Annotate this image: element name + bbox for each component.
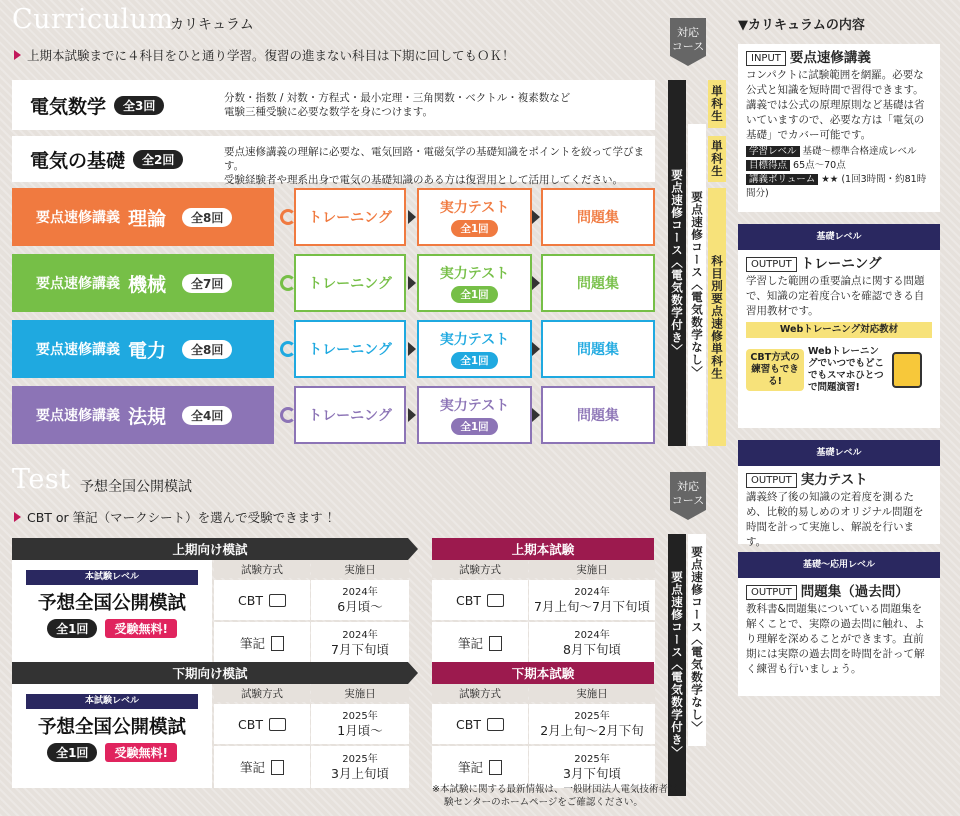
- problems-step: [541, 254, 655, 312]
- test-course-bar-a: 要点速修コース〈電気数学付き〉: [668, 534, 686, 796]
- arrow-right-icon: [532, 408, 540, 422]
- test-count: 全1回: [451, 286, 497, 303]
- test-tag: OUTPUT: [746, 473, 797, 488]
- spec-key: 学習レベル: [746, 146, 800, 157]
- spec-row: [746, 159, 932, 173]
- basic-count: 全3回: [114, 96, 164, 115]
- problems-title-text: 問題集（過去問）: [800, 584, 909, 600]
- input-title-text: 要点速修講義: [789, 50, 871, 66]
- right-heading: ▼カリキュラムの内容: [738, 18, 865, 33]
- col-date: 実施日: [311, 684, 409, 702]
- problems-step: [541, 386, 655, 444]
- pencil-sheet-icon: [489, 760, 502, 775]
- test-body: 講義終了後の知識の定着度を測るため、比較的易しめのオリジナル問題を時間を計って実施し、解説を行います。: [746, 491, 924, 548]
- method-paper: [432, 746, 528, 788]
- problems-level: 基礎～応用レベル: [738, 552, 940, 578]
- col-method: 試験方式: [432, 560, 528, 578]
- desc-line: 受験経験者や理系出身で電気の基礎知識のある方は復習用として活用してください。: [224, 174, 623, 186]
- spec-key: 目標得点: [746, 160, 790, 171]
- date-value: 3月上旬頃: [331, 766, 389, 781]
- date-value: 7月下旬頃: [331, 642, 389, 657]
- cbt-label: CBT: [456, 716, 481, 732]
- course-header-text: 対応 コース: [671, 26, 705, 53]
- col-method: 試験方式: [432, 684, 528, 702]
- web-training-label: Webトレーニング対応教材: [746, 322, 932, 338]
- monitor-icon: [269, 594, 286, 607]
- date-cbt: [311, 580, 409, 620]
- problems-body: 教科書&問題集についている問題集を解くことで、実際の過去問に触れ、より理解を深めることができます。直前期には実際の過去問を時間を計って解く練習も行いましょう。: [746, 603, 925, 675]
- test-label: 実力テスト: [439, 266, 510, 282]
- input-tag: INPUT: [746, 51, 786, 66]
- spec-row: [746, 173, 932, 201]
- problems-label: 問題集: [577, 408, 619, 424]
- col-method: 試験方式: [214, 560, 310, 578]
- down-arrow-icon: [670, 56, 706, 66]
- mock-card: [12, 560, 212, 664]
- test-subtitle: 予想全国公開模試: [80, 479, 192, 495]
- date-year: 2025年: [342, 711, 378, 722]
- basic-desc: [224, 91, 570, 119]
- arrow-right-icon: [532, 210, 540, 224]
- test-card: [738, 466, 940, 548]
- course-header-text: 対応 コース: [671, 480, 705, 507]
- problems-label: 問題集: [577, 342, 619, 358]
- spec-value: 65点～70点: [793, 160, 846, 171]
- paper-label: 筆記: [239, 636, 265, 651]
- date-paper: [311, 622, 409, 664]
- problems-step: [541, 320, 655, 378]
- cbt-label: CBT: [238, 716, 263, 732]
- lecture-box: [12, 386, 274, 444]
- mock-level: 本試験レベル: [26, 570, 198, 585]
- training-step: [294, 320, 406, 378]
- test-title-en: Test: [12, 464, 71, 495]
- training-step: [294, 254, 406, 312]
- lecture-box: [12, 254, 274, 312]
- monitor-icon: [487, 594, 504, 607]
- desc-line: 要点速修講義の理解に必要な、電気回路・電磁気学の基礎知識をポイントを絞って学びます。: [224, 146, 644, 172]
- desc-line: 電験三種受験に必要な数学を身につけます。: [224, 106, 433, 118]
- training-level: 基礎レベル: [738, 224, 940, 250]
- basic-row-math: [12, 80, 655, 130]
- curriculum-title: Curriculum: [12, 4, 174, 35]
- paper-label: 筆記: [457, 636, 483, 651]
- test-title-text: 実力テスト: [800, 472, 868, 488]
- arrow-right-icon: [408, 276, 416, 290]
- spec-row: [746, 145, 932, 159]
- training-title: [746, 256, 932, 272]
- date-value: 3月下旬頃: [563, 766, 621, 781]
- date-value: 2月上旬～2月下旬: [540, 723, 644, 738]
- spec-value: (1回3時間・約81時間分): [746, 174, 927, 199]
- subject-count: 全8回: [182, 208, 232, 227]
- col-date: 実施日: [311, 560, 409, 578]
- method-paper: [432, 622, 528, 664]
- test-level: 基礎レベル: [738, 440, 940, 466]
- course-bar-tanka-1: 単科生: [708, 80, 726, 128]
- date-year: 2024年: [574, 630, 610, 641]
- arrow-right-icon: [408, 210, 416, 224]
- subject-name: 理論: [128, 207, 167, 230]
- input-card: [738, 44, 940, 212]
- subject-count: 全4回: [182, 406, 232, 425]
- training-label: トレーニング: [308, 210, 392, 226]
- mock-name: 予想全国公開模試: [37, 717, 186, 738]
- basic-desc: [224, 145, 655, 187]
- training-step: [294, 188, 406, 246]
- date-paper: [311, 746, 409, 788]
- down-arrow-icon: [670, 510, 706, 520]
- test-count: 全1回: [451, 220, 497, 237]
- arrow-right-icon: [408, 408, 416, 422]
- test-note-text: CBT or 筆記（マークシート）を選んで受験できます ！: [27, 510, 340, 525]
- mock-count: 全1回: [47, 619, 97, 638]
- test-count: 全1回: [451, 418, 497, 435]
- subject-count: 全7回: [182, 274, 232, 293]
- test-count: 全1回: [451, 352, 497, 369]
- date-cbt: [529, 580, 655, 620]
- training-title-text: トレーニング: [800, 256, 882, 272]
- subject-name: 電力: [128, 339, 167, 362]
- training-label: トレーニング: [308, 342, 392, 358]
- cbt-promo: [746, 346, 932, 394]
- subject-count: 全8回: [182, 340, 232, 359]
- lecture-box: [12, 320, 274, 378]
- curriculum-subtitle: カリキュラム: [170, 17, 254, 33]
- footnote-line: 験センターのホームページをご確認ください。: [444, 797, 643, 808]
- cbt-label: CBT: [238, 592, 263, 608]
- date-value: 6月頃～: [337, 599, 383, 614]
- date-cbt: [311, 704, 409, 744]
- footnote-line: ※本試験に関する最新情報は、一般財団法人電気技術者試: [432, 784, 678, 795]
- problems-label: 問題集: [577, 276, 619, 292]
- input-body: コンパクトに試験範囲を網羅。必要な公式と知識を短時間で習得できます。講義では公式の原理原則など基礎は省いていますので、必要な方は「電気の基礎」でカバー可能です。: [746, 69, 925, 141]
- lecture-prefix: 要点速修講義: [36, 210, 120, 226]
- spec-value: 基礎～標準合格達成レベル: [802, 146, 917, 157]
- lecture-prefix: 要点速修講義: [36, 408, 120, 424]
- training-card: [738, 250, 940, 428]
- test-label: 実力テスト: [439, 200, 510, 216]
- curriculum-note-text: 上期本試験までに４科目をひと通り学習。復習の進まない科目は下期に回してもＯＫ！: [27, 48, 515, 63]
- arrow-right-icon: [408, 342, 416, 356]
- arrow-right-icon: [532, 276, 540, 290]
- method-paper: [214, 622, 310, 664]
- arrow-right-icon: [532, 342, 540, 356]
- paper-label: 筆記: [457, 760, 483, 775]
- arrow-right-icon: [408, 662, 418, 684]
- date-value: 7月上旬～7月下旬頃: [534, 599, 650, 614]
- course-bar-c: 科目別要点速修単科生: [708, 188, 726, 446]
- lecture-prefix: 要点速修講義: [36, 276, 120, 292]
- date-year: 2024年: [574, 587, 610, 598]
- date-year: 2024年: [342, 630, 378, 641]
- subject-name: 法規: [128, 405, 167, 428]
- method-paper: [214, 746, 310, 788]
- date-year: 2025年: [574, 754, 610, 765]
- smartphone-icon: [892, 352, 922, 388]
- col-date: 実施日: [529, 684, 655, 702]
- course-header: [670, 18, 706, 56]
- date-year: 2024年: [342, 587, 378, 598]
- test-step: [417, 320, 532, 378]
- test-label: 実力テスト: [439, 332, 510, 348]
- basic-name: 電気数学: [30, 95, 107, 118]
- pencil-sheet-icon: [271, 760, 284, 775]
- paper-label: 筆記: [239, 760, 265, 775]
- mock-level: 本試験レベル: [26, 694, 198, 709]
- test-step: [417, 188, 532, 246]
- date-value: 1月頃～: [337, 723, 383, 738]
- course-bar-a: 要点速修コース〈電気数学付き〉: [668, 80, 686, 446]
- date-value: 8月下旬頃: [563, 642, 621, 657]
- test-course-bar-b: 要点速修コース〈電気数学なし〉: [688, 534, 706, 746]
- lecture-prefix: 要点速修講義: [36, 342, 120, 358]
- training-tag: OUTPUT: [746, 257, 797, 272]
- mock-head: 下期向け模試: [12, 662, 408, 684]
- spec-value: ★★: [821, 174, 839, 185]
- input-specs: [746, 145, 932, 201]
- footnote: [432, 783, 677, 809]
- monitor-icon: [487, 718, 504, 731]
- date-paper: [529, 622, 655, 664]
- problems-step: [541, 188, 655, 246]
- test-course-header: [670, 472, 706, 510]
- method-cbt: [214, 580, 310, 620]
- web-bubble: Webトレーニングでいつでもどこでもスマホひとつで問題演習!: [808, 346, 885, 393]
- training-label: トレーニング: [308, 408, 392, 424]
- mock-free: 受験無料!: [105, 619, 176, 638]
- pencil-sheet-icon: [271, 636, 284, 651]
- method-cbt: [214, 704, 310, 744]
- mock-free: 受験無料!: [105, 743, 176, 762]
- problems-card: [738, 578, 940, 696]
- test-step: [417, 386, 532, 444]
- method-cbt: [432, 580, 528, 620]
- date-paper: [529, 746, 655, 788]
- lecture-box: [12, 188, 274, 246]
- exam-head: 下期本試験: [432, 662, 654, 684]
- date-year: 2025年: [342, 754, 378, 765]
- input-title: [746, 50, 932, 66]
- problems-label: 問題集: [577, 210, 619, 226]
- test-label: 実力テスト: [439, 398, 510, 414]
- basic-count: 全2回: [133, 150, 183, 169]
- col-date: 実施日: [529, 560, 655, 578]
- mock-head: 上期向け模試: [12, 538, 408, 560]
- curriculum-note: [14, 46, 515, 64]
- mock-name: 予想全国公開模試: [37, 593, 186, 614]
- pencil-sheet-icon: [489, 636, 502, 651]
- cbt-label: CBT: [456, 592, 481, 608]
- basic-name: 電気の基礎: [30, 149, 126, 172]
- mock-card: [12, 684, 212, 788]
- arrow-right-icon: [408, 538, 418, 560]
- test-title: [746, 472, 932, 488]
- test-note: [14, 508, 339, 526]
- training-label: トレーニング: [308, 276, 392, 292]
- date-year: 2025年: [574, 711, 610, 722]
- training-step: [294, 386, 406, 444]
- pointer-icon: [14, 512, 21, 522]
- pointer-icon: [14, 50, 21, 60]
- spec-key: 講義ボリューム: [746, 174, 818, 185]
- course-bar-tanka-2: 単科生: [708, 136, 726, 182]
- desc-line: 分数・指数 / 対数・方程式・最小定理・三角関数・ベクトル・複素数など: [224, 92, 571, 104]
- col-method: 試験方式: [214, 684, 310, 702]
- date-cbt: [529, 704, 655, 744]
- training-body: 学習した範囲の重要論点に関する問題で、知識の定着度合いを確認できる自習用教材です。: [746, 275, 925, 317]
- problems-tag: OUTPUT: [746, 585, 797, 600]
- course-bar-b: 要点速修コース〈電気数学なし〉: [688, 124, 706, 446]
- cbt-badge: CBT方式の練習もできる!: [746, 349, 804, 391]
- method-cbt: [432, 704, 528, 744]
- test-step: [417, 254, 532, 312]
- problems-title: [746, 584, 932, 600]
- exam-head: 上期本試験: [432, 538, 654, 560]
- monitor-icon: [269, 718, 286, 731]
- basic-row-fundamentals: [12, 136, 655, 186]
- mock-count: 全1回: [47, 743, 97, 762]
- subject-name: 機械: [128, 273, 167, 296]
